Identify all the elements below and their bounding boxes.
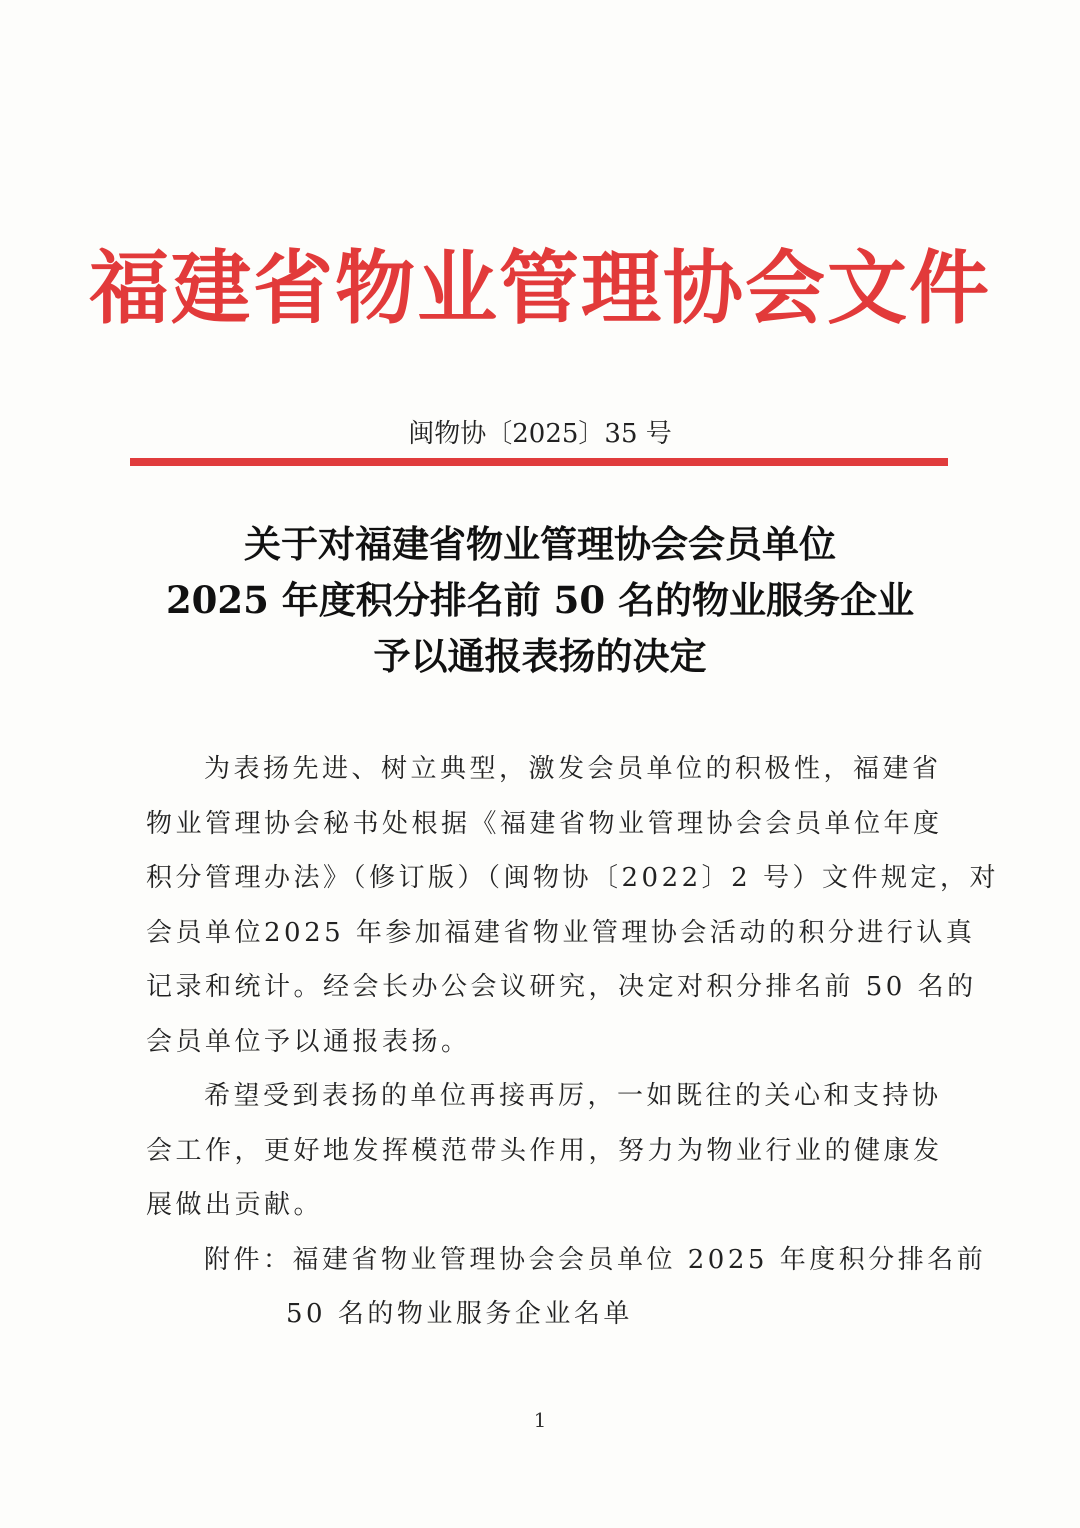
paragraph-line: 会工作，更好地发挥模范带头作用，努力为物业行业的健康发 [146,1135,943,1166]
title-line-1: 关于对福建省物业管理协会会员单位 [244,522,836,566]
paragraph-line: 积分管理办法》（修订版）（闽物协〔2022〕2 号）文件规定，对 [146,863,999,893]
title-line-3: 予以通报表扬的决定 [373,634,707,678]
paragraph-2 [146,1069,943,1233]
document-title [0,516,1080,684]
paragraph-line: 希望受到表扬的单位再接再厉，一如既往的关心和支持协 [204,1081,942,1111]
attachment-line: 50 名的物业服务企业名单 [286,1299,633,1329]
paragraph-line: 会员单位2025 年参加福建省物业管理协会活动的积分进行认真 [146,917,976,948]
paragraph-line: 物业管理协会秘书处根据《福建省物业管理协会会员单位年度 [146,808,943,839]
title-line-2: 2025 年度积分排名前 50 名的物业服务企业 [165,578,915,622]
paragraph-line: 会员单位予以通报表扬。 [146,1026,471,1057]
red-separator-line [130,458,948,466]
document-body [146,742,999,1342]
page-number: 1 [533,1408,547,1432]
paragraph-line: 为表扬先进、树立典型，激发会员单位的积极性，福建省 [204,754,942,784]
attachment-note [146,1233,987,1342]
paragraph-line: 展做出贡献。 [146,1190,324,1220]
paragraph-1 [146,742,999,1069]
document-number: 闽物协〔2025〕35 号 [408,419,672,449]
attachment-line: 附件：福建省物业管理协会会员单位 2025 年度积分排名前 [204,1244,987,1275]
organization-header: 福建省物业管理协会文件 [89,241,991,335]
paragraph-line: 记录和统计。经会长办公会议研究，决定对积分排名前 50 名的 [146,972,977,1002]
